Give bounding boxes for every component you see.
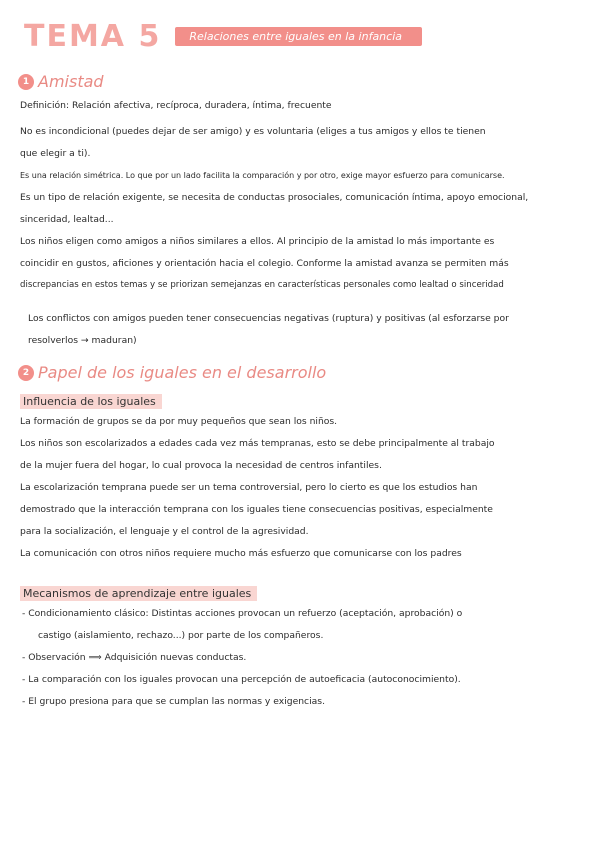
text-line: sinceridad, lealtad... <box>20 214 114 225</box>
text-line: resolverlos → maduran) <box>28 335 137 346</box>
list-item: - Observación ⟹ Adquisición nuevas conductas. <box>22 652 247 663</box>
title-row <box>24 14 582 58</box>
section-iguales-header <box>18 363 582 382</box>
text-line: coincidir en gustos, aficiones y orientación hacia el colegio. Conforme la amistad avanza se permiten más <box>20 258 509 269</box>
mechanisms-list <box>18 607 582 708</box>
text-line: demostrado que la interacción temprana con los iguales tiene consecuencias positivas, especialmente <box>20 504 493 515</box>
text-line: Los niños son escolarizados a edades cada vez más tempranas, esto se debe principalmente al trabajo <box>20 438 495 449</box>
section-number-badge: 2 <box>18 365 34 381</box>
section-number-badge: 1 <box>18 74 34 90</box>
section-amistad-header <box>18 72 582 91</box>
text-line: La escolarización temprana puede ser un tema controversial, pero lo cierto es que los estudios han <box>20 482 478 493</box>
text-line: discrepancias en estos temas y se priorizan semejanzas en características personales como lealtad o sinceridad <box>20 280 504 290</box>
text-line: Los conflictos con amigos pueden tener consecuencias negativas (ruptura) y positivas (al esforzarse por <box>28 313 509 324</box>
text-line: que elegir a ti). <box>20 148 91 159</box>
list-item: - El grupo presiona para que se cumplan las normas y exigencias. <box>22 696 325 707</box>
page-subtitle: Relaciones entre iguales en la infancia <box>175 27 422 46</box>
subsection-title: Influencia de los iguales <box>20 394 162 409</box>
influence-heading-wrap <box>20 390 582 415</box>
section-title: Amistad <box>38 72 104 91</box>
text-line: La formación de grupos se da por muy pequeños que sean los niños. <box>20 416 338 427</box>
list-item: castigo (aislamiento, rechazo...) por parte de los compañeros. <box>38 630 324 641</box>
text-line: para la socialización, el lenguaje y el control de la agresividad. <box>20 526 309 537</box>
section-iguales-body <box>18 415 582 560</box>
text-line: Los niños eligen como amigos a niños similares a ellos. Al principio de la amistad lo más importante es <box>20 236 495 247</box>
page-title: TEMA 5 <box>24 18 162 54</box>
text-line: No es incondicional (puedes dejar de ser amigo) y es voluntaria (eliges a tus amigos y ellos te tienen <box>20 126 486 137</box>
list-item: - Condicionamiento clásico: Distintas acciones provocan un refuerzo (aceptación, aprobación) o <box>22 608 463 619</box>
text-line: de la mujer fuera del hogar, lo cual provoca la necesidad de centros infantiles. <box>20 460 382 471</box>
mechanisms-heading-wrap <box>20 582 582 607</box>
list-item: - La comparación con los iguales provocan una percepción de autoeficacia (autoconocimiento). <box>22 674 461 685</box>
section-amistad-body <box>18 99 582 347</box>
section-title: Papel de los iguales en el desarrollo <box>38 363 327 382</box>
text-line: Es un tipo de relación exigente, se necesita de conductas prosociales, comunicación íntima, apoyo emocional, <box>20 192 529 203</box>
text-line: Es una relación simétrica. Lo que por un lado facilita la comparación y por otro, exige mayor esfuerzo para comunicarse. <box>20 171 505 180</box>
text-line: Definición: Relación afectiva, recíproca, duradera, íntima, frecuente <box>20 100 332 111</box>
subsection-title: Mecanismos de aprendizaje entre iguales <box>20 586 257 601</box>
text-line: La comunicación con otros niños requiere mucho más esfuerzo que comunicarse con los padres <box>20 548 462 559</box>
